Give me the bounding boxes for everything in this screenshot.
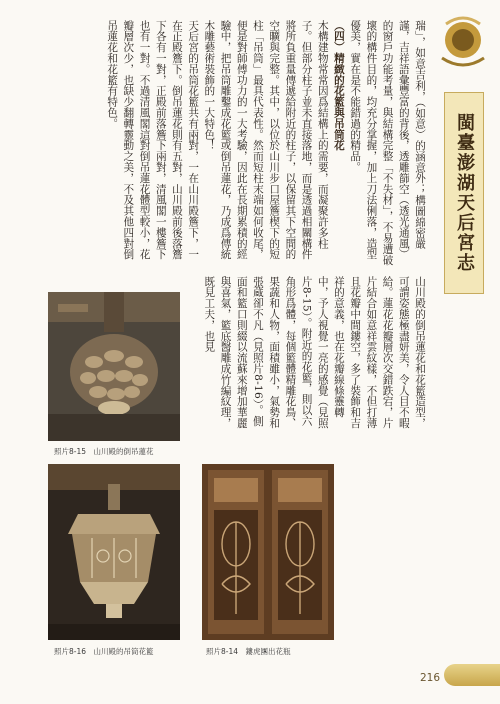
- book-title-box: [444, 92, 484, 294]
- caption-photo-8-15: 照片8-15 山川殿的倒吊蓮花: [54, 447, 154, 456]
- body-text-lower: [203, 276, 428, 436]
- carved-panels-image: [202, 464, 334, 640]
- paragraph-3: 天后宮的吊筒花籃共有兩對，一在山川殿簷下，一在正殿簷下。倒吊蓮花則有五對，山川殿前後落簷下各有一對，正殿前落簷下兩對，清風閣一樓簷下也有一對。不過清風閣這對倒吊蓮花體型較小，花瓣層次少，也缺少翻轉靈動之美，不及其他四對倒吊蓮花和花籃有特色。: [106, 20, 200, 260]
- dragon-ornament-icon: [436, 14, 490, 70]
- paragraph-4: 山川殿的倒吊蓮花和花籃造型，可謂姿態極盡妍美，令人目不暇給。蓮花花瓣層次交錯跌宕，片片結合如意祥雲紋樣，不但打薄且花瓣中間鏤空，多了裝飾和吉祥的意義，也在花瓣線條靈轉中，予人視覺一亮的感覺（見照片8-15）。附近的花籃，則以六角形爲體，每個籃體精雕花鳥、果蔬和人物，面積雖小，氣勢和張蔵卻不凡（見照片8-16）。側面和籃口則綴以流蘇來增加華麗與喜氣，籃底醫雕成竹編紋理，既見工夫，也見: [203, 276, 426, 429]
- photo-hanging-lotus: [48, 292, 180, 441]
- title-band: [440, 8, 486, 688]
- photo-carved-panels: [202, 464, 334, 640]
- book-title: 閩臺澎湖天后宮志: [454, 113, 475, 273]
- paragraph-2: 木構建物常常因爲結構上的需要，而凝聚許多柱子。但部分柱子並未直接落地，而是透過相關構件將所負重量傳遞給附近的柱子，以保留其下空間的空曠與完整。其中，以位於山川步口屋簷楔下的短柱「吊筒」最具代表性。然而短柱末端如何收尾，便是對師傅功力的一大考驗，因此在長期累積的經驗中，把吊筒雕鑿成花籃或倒吊蓮花，乃成爲傳統木雕藝術裝飾的一大特色！: [203, 20, 329, 260]
- body-text-upper: [83, 20, 428, 268]
- hanging-basket-image: [48, 464, 180, 640]
- photo-hanging-basket: [48, 464, 180, 640]
- caption-photo-8-14: 照片8-14 鏤虎團出花瓶: [206, 647, 291, 656]
- paragraph-1: 瑞」，如意吉利，（如意）的涵意外；構圖綿密嚴謹，吉祥語彙豐富的背後，透雕篩空（透光通風）的窗戶功能考量，與結構完整「不失材」，不易遭破壞的構件目的，均充分掌握，加上刀法俐落，造型優美，實在是不能錯過的精品。: [349, 20, 426, 266]
- hanging-lotus-image: [48, 292, 180, 441]
- caption-photo-8-16: 照片8-16 山川殿的吊筒花籃: [54, 647, 154, 656]
- section-subheading: （四）精緻的花籃與吊筒花: [332, 20, 345, 151]
- page-number: 216: [419, 672, 440, 684]
- page-tab-decoration: [444, 664, 500, 686]
